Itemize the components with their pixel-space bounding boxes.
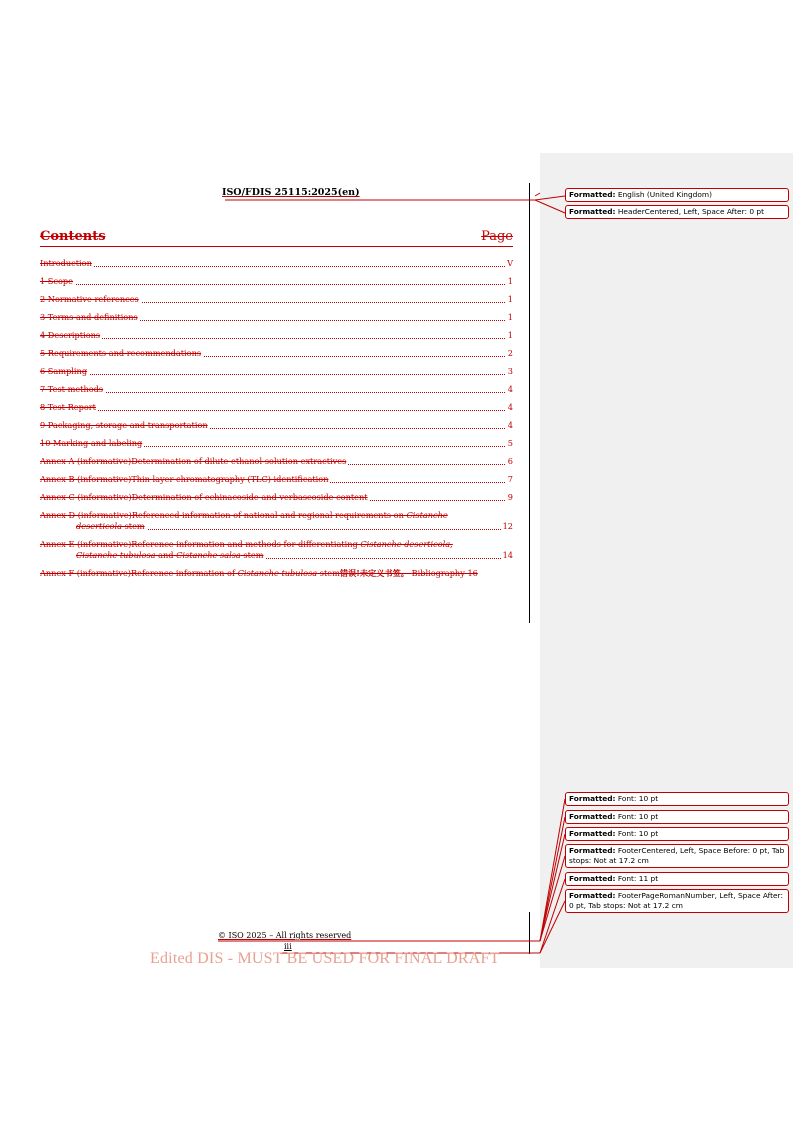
- toc-entry[interactable]: Annex B (informative)Thin layer chromatography (TLC) identification 7: [40, 474, 513, 484]
- format-comment[interactable]: Formatted: English (United Kingdom): [565, 188, 789, 202]
- toc-entry[interactable]: Annex C (informative)Determination of echinacoside and verbascoside content 9: [40, 492, 513, 502]
- format-comment[interactable]: Formatted: Font: 10 pt: [565, 810, 789, 824]
- format-comment[interactable]: Formatted: Font: 10 pt: [565, 827, 789, 841]
- toc-entry[interactable]: 5 Requirements and recommendations 2: [40, 348, 513, 358]
- toc-entry-annex-e[interactable]: Annex E (informative)Reference information and methods for differentiating Cistanche deserticola, Cistanche tubulosa and Cistanche salsa stem 14: [40, 539, 513, 560]
- toc-entry[interactable]: Introduction V: [40, 258, 513, 268]
- toc-entry[interactable]: Annex A (informative)Determination of dilute ethanol-solution extractives 6: [40, 456, 513, 466]
- toc-entry[interactable]: 7 Test methods 4: [40, 384, 513, 394]
- format-comment[interactable]: Formatted: Font: 11 pt: [565, 872, 789, 886]
- format-comment[interactable]: Formatted: FooterCentered, Left, Space Before: 0 pt, Tab stops: Not at 17.2 cm: [565, 844, 789, 868]
- format-comment[interactable]: Formatted: FooterPageRomanNumber, Left, Space After: 0 pt, Tab stops: Not at 17.2 cm: [565, 889, 789, 913]
- toc-entry[interactable]: 1 Scope 1: [40, 276, 513, 286]
- bookmark-error: 错误!未定义书签。: [339, 568, 409, 578]
- toc-entry[interactable]: 6 Sampling 3: [40, 366, 513, 376]
- watermark-text: Edited DIS - MUST BE USED FOR FINAL DRAFT: [150, 950, 500, 967]
- toc-entry-annex-f[interactable]: Annex F (informative)Reference information of Cistanche tubulosa stem错误!未定义书签。 Bibliography 16: [40, 568, 478, 578]
- contents-title: Contents: [40, 229, 106, 244]
- toc-entry[interactable]: 9 Packaging, storage and transportation 4: [40, 420, 513, 430]
- format-comment[interactable]: Formatted: Font: 10 pt: [565, 792, 789, 806]
- contents-page-label: Page: [481, 229, 513, 244]
- format-comment[interactable]: Formatted: HeaderCentered, Left, Space After: 0 pt: [565, 205, 789, 219]
- toc-entry[interactable]: 8 Test Report 4: [40, 402, 513, 412]
- footer-page-number[interactable]: iii: [284, 942, 292, 951]
- document-header[interactable]: ISO/FDIS 25115:2025(en): [222, 187, 360, 198]
- toc-entry[interactable]: 10 Marking and labeling 5: [40, 438, 513, 448]
- toc-entry[interactable]: 4 Descriptions 1: [40, 330, 513, 340]
- toc-entry[interactable]: 2 Normative references 1: [40, 294, 513, 304]
- toc-entry-annex-d[interactable]: Annex D (informative)Referenced information of national and regional requirements on Cistanche deserticola stem 12: [40, 510, 513, 531]
- footer-copyright[interactable]: © ISO 2025 – All rights reserved: [218, 931, 352, 940]
- toc-entry[interactable]: 3 Terms and definitions 1: [40, 312, 513, 322]
